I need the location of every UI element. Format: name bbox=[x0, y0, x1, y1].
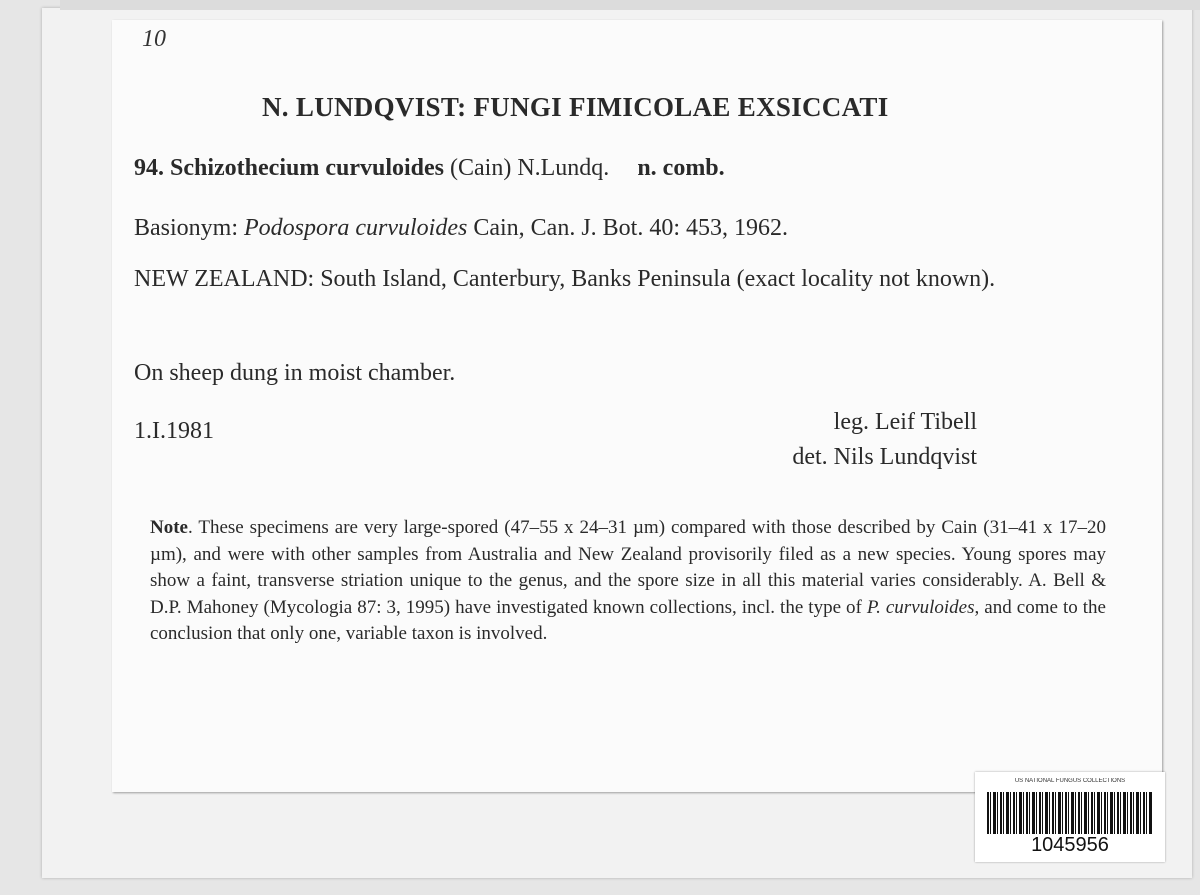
nomenclatural-status: n. comb. bbox=[637, 155, 725, 181]
note-italic-name: P. curvuloides bbox=[866, 596, 975, 618]
note-label: Note bbox=[150, 517, 188, 538]
basionym-prefix: Basionym: bbox=[134, 215, 239, 241]
barcode-institution: US NATIONAL FUNGUS COLLECTIONS bbox=[1014, 778, 1126, 784]
basionym-citation: Cain, Can. J. Bot. 40: 453, 1962. bbox=[473, 215, 788, 241]
species-line bbox=[134, 155, 725, 182]
species-authority: (Cain) N.Lundq. bbox=[450, 155, 610, 181]
note-text-2: , and come to the conclusion that only one, variable taxon is involved. bbox=[150, 596, 1106, 644]
determiner: det. Nils Lundqvist bbox=[792, 444, 977, 470]
collector: leg. Leif Tibell bbox=[833, 409, 977, 435]
barcode-label bbox=[975, 772, 1165, 862]
collector-block bbox=[792, 405, 977, 475]
substrate: On sheep dung in moist chamber. bbox=[134, 360, 456, 386]
collection-date: 1.I.1981 bbox=[134, 418, 214, 444]
note-paragraph bbox=[150, 515, 1106, 648]
note-text-1: . These specimens are very large-spored (47–55 x 24–31 µm) compared with those described by Cain (31–41 x 17–20 µm), and were with other samples from Australia and New Zealand provisorily filed as a new species. Young spores may show a faint, transverse striation unique to the genus, and the spore size in all this material varies considerably. A. Bell & D.P. Mahoney (Mycologia 87: 3, 1995) have investigated known collections, incl. the type of bbox=[150, 517, 1106, 618]
locality: NEW ZEALAND: South Island, Canterbury, Banks Peninsula (exact locality not known). bbox=[134, 266, 996, 292]
basionym-line bbox=[134, 215, 788, 242]
barcode-number: 1045956 bbox=[1031, 834, 1109, 856]
barcode-icon bbox=[987, 792, 1153, 834]
species-name: 94. Schizothecium curvuloides bbox=[134, 155, 444, 181]
series-title: N. LUNDQVIST: FUNGI FIMICOLAE EXSICCATI bbox=[262, 92, 889, 122]
specimen-label bbox=[112, 20, 1162, 792]
sheet-edge bbox=[60, 0, 1200, 10]
basionym-name: Podospora curvuloides bbox=[244, 215, 468, 241]
label-number: 10 bbox=[142, 26, 166, 52]
